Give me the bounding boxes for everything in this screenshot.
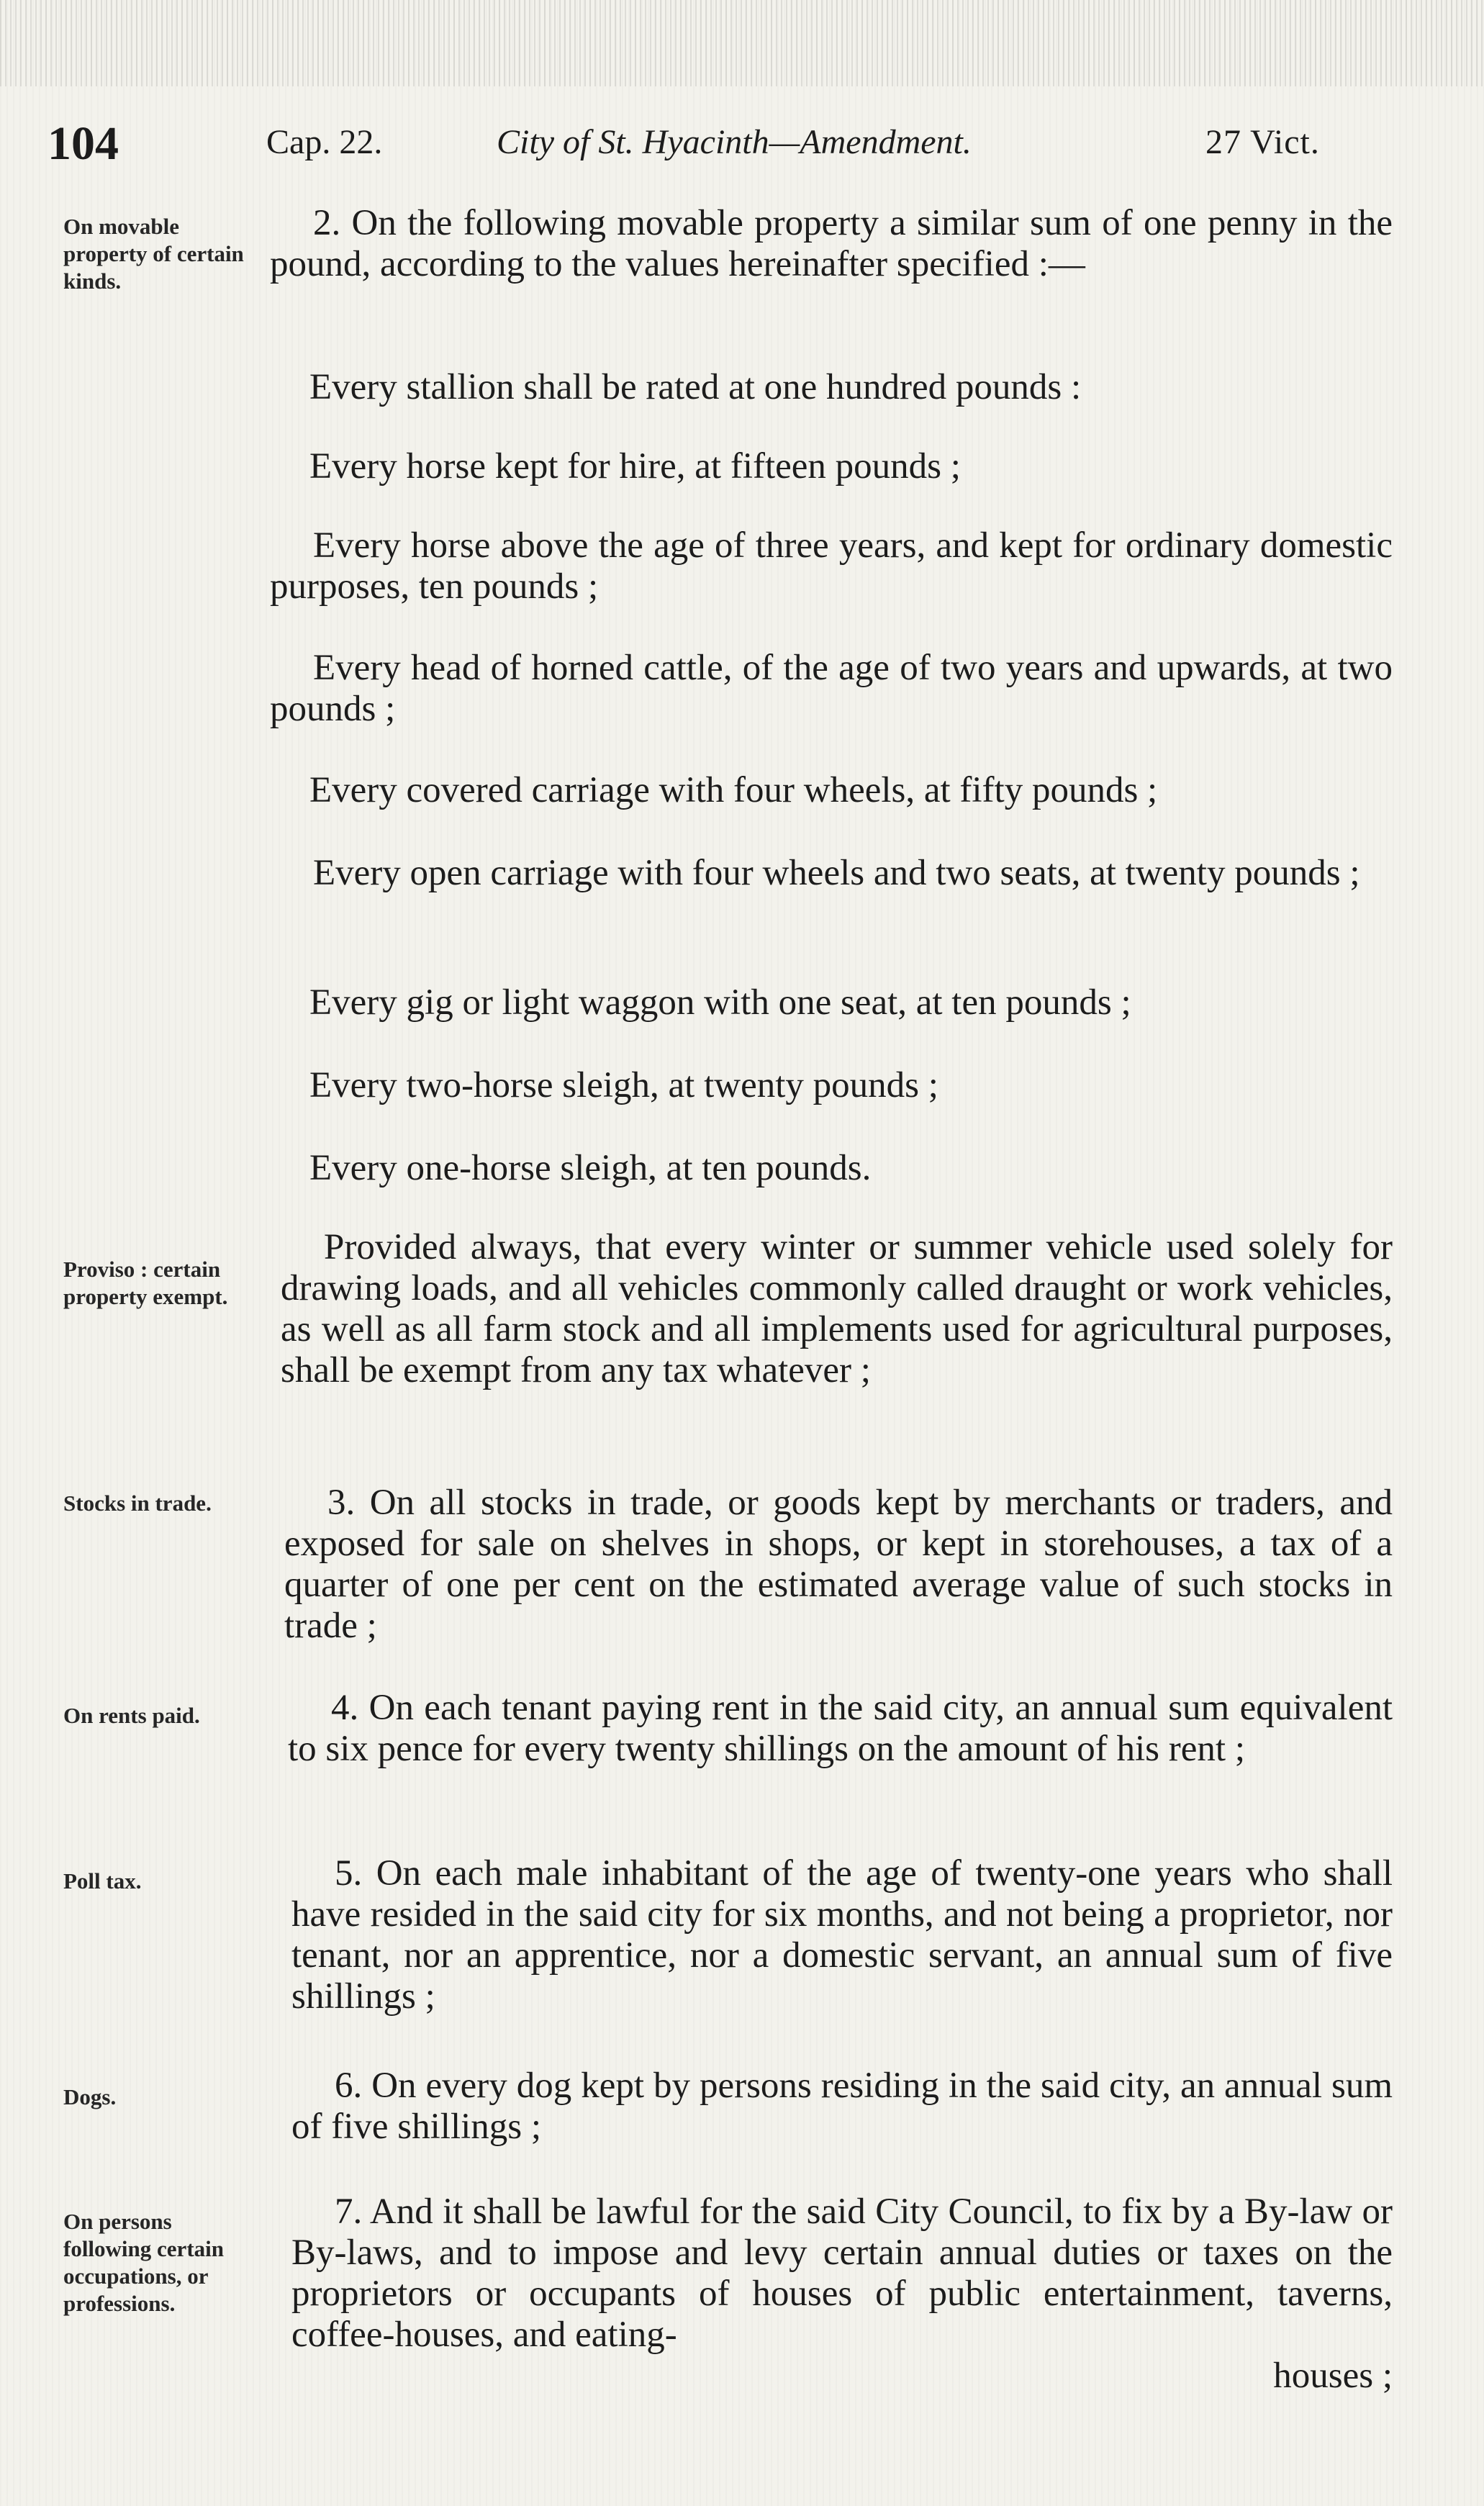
item-horse-hire: Every horse kept for hire, at fifteen pounds ; (309, 446, 961, 487)
margin-note-proviso: Proviso : certain property exempt. (63, 1257, 228, 1309)
section-3-text: 3. On all stocks in trade, or goods kept by merchants or traders, and exposed for sale on shelves in shops, or kept in storehouses, a tax of a quarter of one per cent on the estimated average value of such stocks in trade ; (284, 1483, 1393, 1646)
section-6-text: 6. On every dog kept by persons residing in the said city, an annual sum of five shillings ; (291, 2066, 1393, 2147)
item-horned-cattle: Every head of horned cattle, of the age of two years and upwards, at two pounds ; (270, 648, 1393, 729)
margin-note-rents: On rents paid. (63, 1703, 200, 1728)
item-covered-carriage: Every covered carriage with four wheels, at fifty pounds ; (309, 770, 1158, 810)
chapter-label: Cap. 22. (266, 123, 383, 161)
section-7-continuation: houses ; (1273, 2356, 1393, 2396)
item-stallion: Every stallion shall be rated at one hundred pounds : (309, 367, 1082, 407)
margin-note-dogs: Dogs. (63, 2084, 117, 2109)
section-2-text: 2. On the following movable property a similar sum of one penny in the pound, according to the values hereinafter specified :— (270, 203, 1393, 284)
regnal-year: 27 Vict. (1205, 123, 1320, 161)
header-title: City of St. Hyacinth—Amendment. (497, 123, 972, 161)
margin-note-movable-property: On movable property of certain kinds. (63, 214, 244, 294)
section-4-text: 4. On each tenant paying rent in the said city, an annual sum equivalent to six pence for every twenty shillings on the amount of his rent ; (288, 1688, 1393, 1769)
proviso-text: Provided always, that every winter or summer vehicle used solely for drawing loads, and all vehicles commonly called draught or work vehicles, as well as all farm stock and all implements used for agricultural purposes, shall be exempt from any tax whatever ; (281, 1227, 1393, 1390)
item-two-horse-sleigh: Every two-horse sleigh, at twenty pounds ; (309, 1065, 938, 1105)
margin-note-poll-tax: Poll tax. (63, 1868, 142, 1894)
section-5-text: 5. On each male inhabitant of the age of twenty-one years who shall have resided in the said city for six months, and not being a proprietor, nor tenant, nor an apprentice, nor a domestic servant, an annual sum of five shillings ; (291, 1853, 1393, 2017)
page-number: 104 (47, 117, 119, 170)
running-header (0, 117, 1484, 181)
item-horse-domestic: Every horse above the age of three years, and kept for ordinary domestic purposes, ten pounds ; (270, 525, 1393, 607)
scan-noise-band (0, 0, 1484, 86)
item-one-horse-sleigh: Every one-horse sleigh, at ten pounds. (309, 1148, 872, 1188)
section-7-text: 7. And it shall be lawful for the said City Council, to fix by a By-law or By-laws, and to impose and levy certain annual duties or taxes on the proprietors or occupants of houses of public entertainment, taverns, coffee-houses, and eating- (291, 2191, 1393, 2355)
item-gig: Every gig or light waggon with one seat, at ten pounds ; (309, 982, 1131, 1023)
margin-note-stocks: Stocks in trade. (63, 1491, 212, 1516)
margin-note-occupations: On persons following certain occupations, or professions. (63, 2209, 224, 2316)
item-open-carriage: Every open carriage with four wheels and two seats, at twenty pounds ; (313, 853, 1360, 893)
